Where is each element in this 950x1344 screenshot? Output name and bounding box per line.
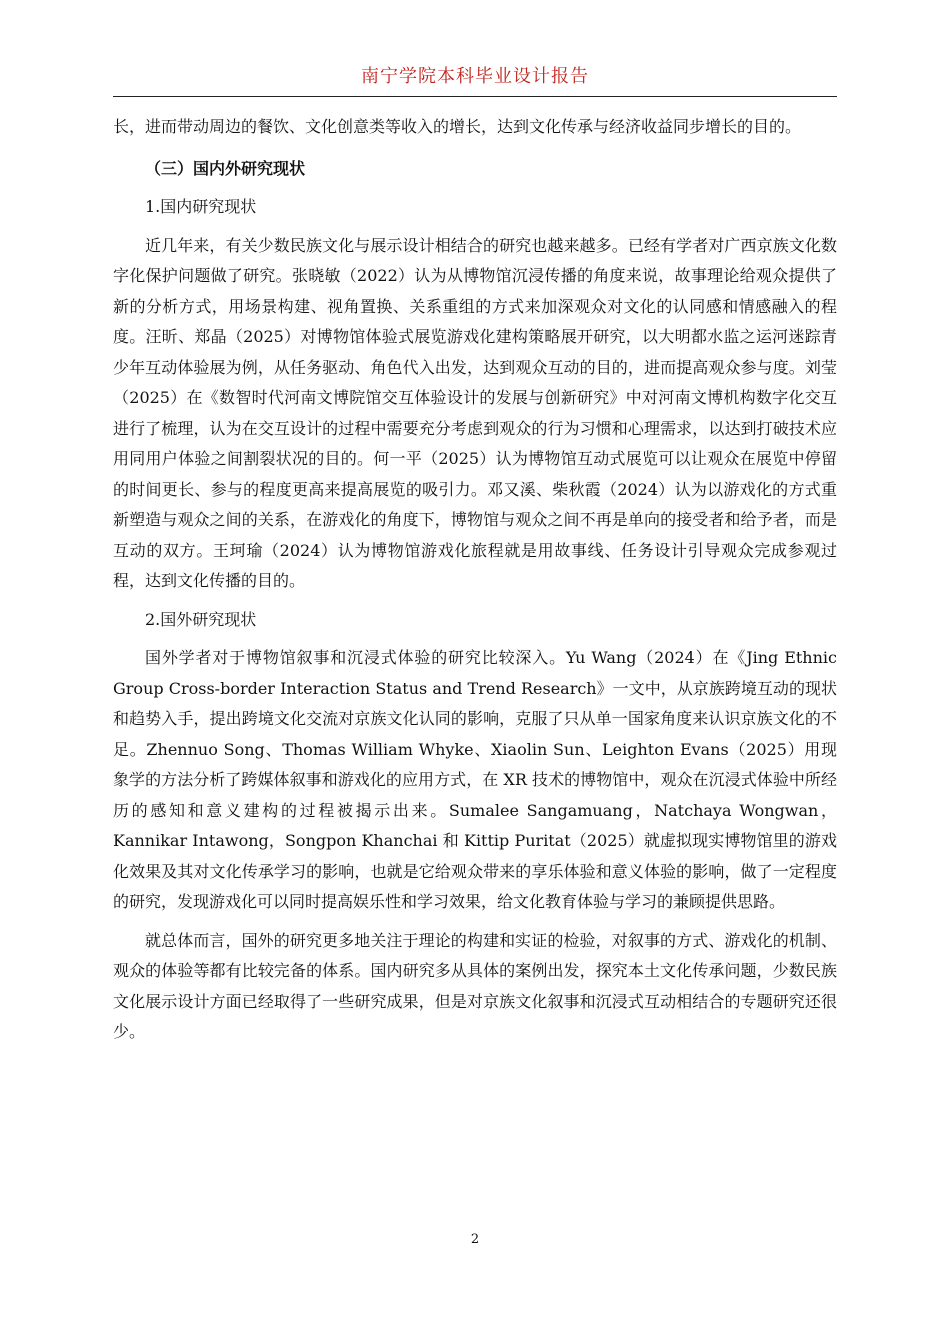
page-body <box>113 112 837 1048</box>
subsection-heading-domestic: 1.国内研究现状 <box>145 197 257 216</box>
running-header-title: 南宁学院本科毕业设计报告 <box>361 66 589 87</box>
paragraph-foreign-research: 国外学者对于博物馆叙事和沉浸式体验的研究比较深入。Yu Wang（2024）在《Jing Ethnic Group Cross-border Interaction Status and Trend Research》一文中，从京族跨境互动的现状和趋势入手，提出跨境文化交流对京族文化认同的影响，克服了只从单一国家角度来认识京族文化的不足。Zhennuo Song、Thomas William Whyke、Xiaolin Sun、Leighton Evans（2025）用现象学的方法分析了跨媒体叙事和游戏化的应用方式，在 XR 技术的博物馆中，观众在沉浸式体验中所经历的感知和意义建构的过程被揭示出来。Sumalee Sangamuang，Natchaya Wongwan，Kannikar Intawong，Songpon Khanchai 和 Kittip Puritat（2025）就虚拟现实博物馆里的游戏化效果及其对文化传承学习的影响，也就是它给观众带来的享乐体验和意义体验的影响，做了一定程度的研究，发现游戏化可以同时提高娱乐性和学习效果，给文化教育体验与学习的兼顾提供思路。 <box>113 648 837 911</box>
subsection-heading-foreign: 2.国外研究现状 <box>145 609 257 629</box>
paragraph-summary: 就总体而言，国外的研究更多地关注于理论的构建和实证的检验，对叙事的方式、游戏化的机制、观众的体验等都有比较完备的体系。国内研究多从具体的案例出发，探究本土文化传承问题，少数民族文化展示设计方面已经取得了一些研究成果，但是对京族文化叙事和沉浸式互动相结合的专题研究还很少。 <box>113 930 837 1041</box>
paragraph-domestic-research: 近几年来，有关少数民族文化与展示设计相结合的研究也越来越多。已经有学者对广西京族文化数字化保护问题做了研究。张晓敏（2022）认为从博物馆沉浸传播的角度来说，故事理论给观众提供了新的分析方式，用场景构建、视角置换、关系重组的方式来加深观众对文化的认同感和情感融入的程度。汪昕、郑晶（2025）对博物馆体验式展览游戏化建构策略展开研究，以大明都水监之运河迷踪青少年互动体验展为例，从任务驱动、角色代入出发，达到观众互动的目的，进而提高观众参与度。刘莹（2025）在《数智时代河南文博院馆交互体验设计的发展与创新研究》中对河南文博机构数字化交互进行了梳理，认为在交互设计的过程中需要充分考虑到观众的行为习惯和心理需求，以达到打破技术应用同用户体验之间割裂状况的目的。何一平（2025）认为博物馆互动式展览可以让观众在展览中停留的时间更长、参与的程度更高来提高展览的吸引力。邓又溪、柴秋霞（2024）认为以游戏化的方式重新塑造与观众之间的关系，在游戏化的角度下，博物馆与观众之间不再是单向的接受者和给予者，而是互动的双方。王珂瑜（2024）认为博物馆游戏化旅程就是用故事线、任务设计引导观众完成参观过程，达到文化传播的目的。 <box>113 235 837 590</box>
section-heading: （三）国内外研究现状 <box>145 158 306 178</box>
header-divider <box>113 96 837 97</box>
page-number: 2 <box>470 1232 480 1247</box>
continued-paragraph: 长，进而带动周边的餐饮、文化创意类等收入的增长，达到文化传承与经济收益同步增长的目的。 <box>113 117 802 136</box>
